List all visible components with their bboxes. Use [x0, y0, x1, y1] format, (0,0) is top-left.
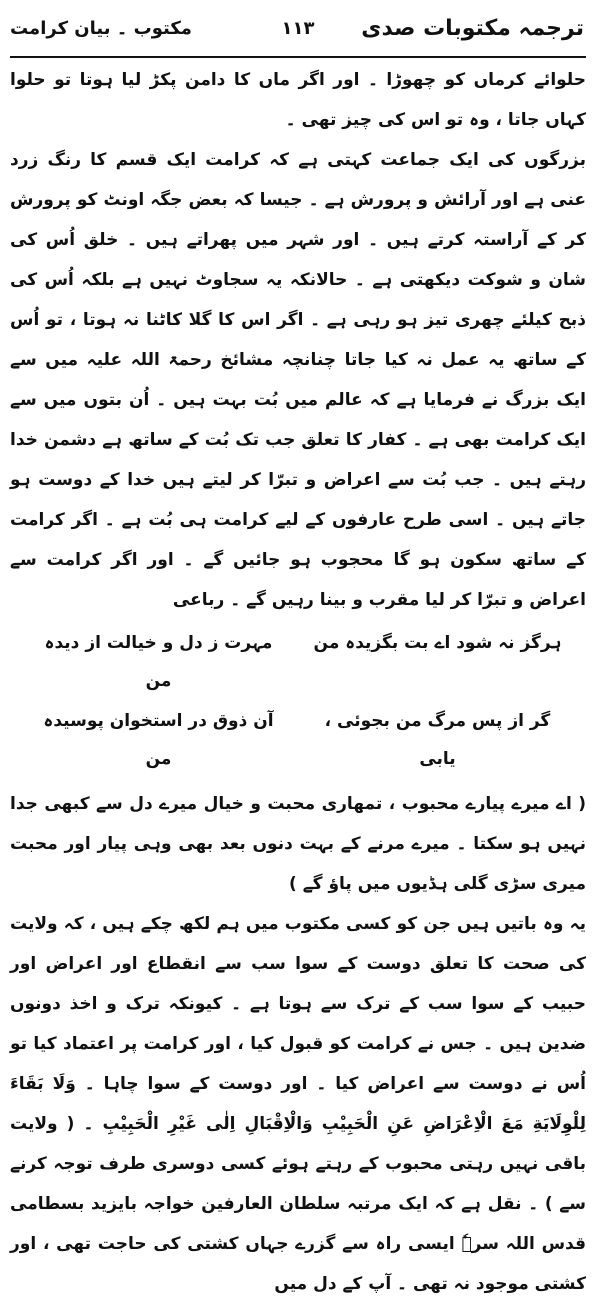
rubai-verse [10, 620, 586, 782]
verse-line-4: آن ذوق در استخوان پوسیدہ من [43, 711, 274, 769]
verse-translation: ( اے میرے پیارے محبوب ، تمھاری محبت و خیال میرے دل سے کبھی جدا نہیں ہو سکتا ۔ میرے مرنے کے بہت دنوں بعد بھی وہی پیار اور محبت میری سڑی گلی ہڈیوں میں پاؤ گے ) [10, 794, 586, 894]
verse-line-3: گر از پس مرگ من بجوئی ، یابی [324, 711, 551, 769]
page-number: ۱۱۳ [281, 17, 315, 39]
paragraph-3: یہ وہ باتیں ہیں جن کو کسی مکتوب میں ہم لکھ چکے ہیں ، کہ ولایت کی صحت کا تعلق دوست کے سوا سب سے انقطاع اور اعراض اور حبیب کے سوا سب کے ترک سے ہوتا ہے ۔ کیونکہ ترک و اخذ دونوں ضدین ہیں ۔ جس نے کرامت کو قبول کیا ، اور کرامت پر اعتماد کیا تو اُس نے دوست سے اعراض کیا ۔ اور دوست کے سوا چاہا ۔ وَلَا بَقَاءَ لِلْوِلَايَةِ مَعَ الْاِعْرَاضِ عَنِ الْحَبِيْبِ وَالْاِقْبَالِ اِلٰى غَيْرِ الْحَبِيْبِ ۔ ( ولایت باقی نہیں رہتی محبوب کے رہتے ہوئے کسی دوسری طرف توجہ کرنے سے ) ۔ نقل ہے کہ ایک مرتبہ سلطان العارفین خواجہ بایزید بسطامی قدس اللہ سرہٗ ایسی راہ سے گزرے جہاں کشتی کی حاجت تھی ، اور کشتی موجود نہ تھی ۔ آپ کے دل میں [10, 914, 586, 1294]
paragraph-1: حلوائے کرماں کو چھوڑا ۔ اور اگر ماں کا دامن پکڑ لیا ہوتا تو حلوا کہاں جاتا ، وہ تو اس کی چیز تھی ۔ [10, 70, 586, 130]
page-header [10, 0, 586, 58]
paragraph-2: بزرگوں کی ایک جماعت کہتی ہے کہ کرامت ایک قسم کا رنگ زرد عنی ہے اور آرائش و پرورش ہے ۔ جیسا کہ بعض جگہ اونٹ کو پرورش کر کے آراستہ کرتے ہیں ۔ اور شہر میں پھراتے ہیں ۔ خلق اُس کی شان و شوکت دیکھتی ہے ۔ حالانکہ یہ سجاوٹ نہیں ہے بلکہ اُس کی ذبح کیلئے چھری تیز ہو رہی ہے ۔ اگر اس کا گلا کاٹنا نہ ہوتا ، تو اُس کے ساتھ یہ عمل نہ کیا جاتا چنانچہ مشائخ رحمۃ اللہ علیہ میں سے ایک بزرگ نے فرمایا ہے کہ عالم میں بُت بہت ہیں ۔ اُن بتوں میں سے ایک کرامت بھی ہے ۔ کفار کا تعلق جب تک بُت کے ساتھ ہے دشمن خدا رہتے ہیں ۔ جب بُت سے اعراض و تبرّا کر لیتے ہیں خدا کے دوست ہو جاتے ہیں ۔ اسی طرح عارفوں کے لیے کرامت ہی بُت ہے ۔ اگر کرامت کے ساتھ سکون ہو گا محجوب ہو جائیں گے ۔ اور اگر کرامت سے اعراض و تبرّا کر لیا مقرب و بینا رہیں گے ۔ رباعی [10, 150, 586, 610]
page-body-continued [10, 782, 586, 1304]
book-title: ترجمہ مکتوبات صدی [361, 15, 584, 41]
verse-line-1: ہرگز نہ شود اے بت بگزیدہ من [313, 633, 562, 653]
page-body [10, 58, 586, 620]
section-title: مکتوب ۔ بیان کرامت [10, 17, 192, 39]
verse-line-2: مہرت ز دل و خیالت از دیدہ من [44, 633, 273, 691]
